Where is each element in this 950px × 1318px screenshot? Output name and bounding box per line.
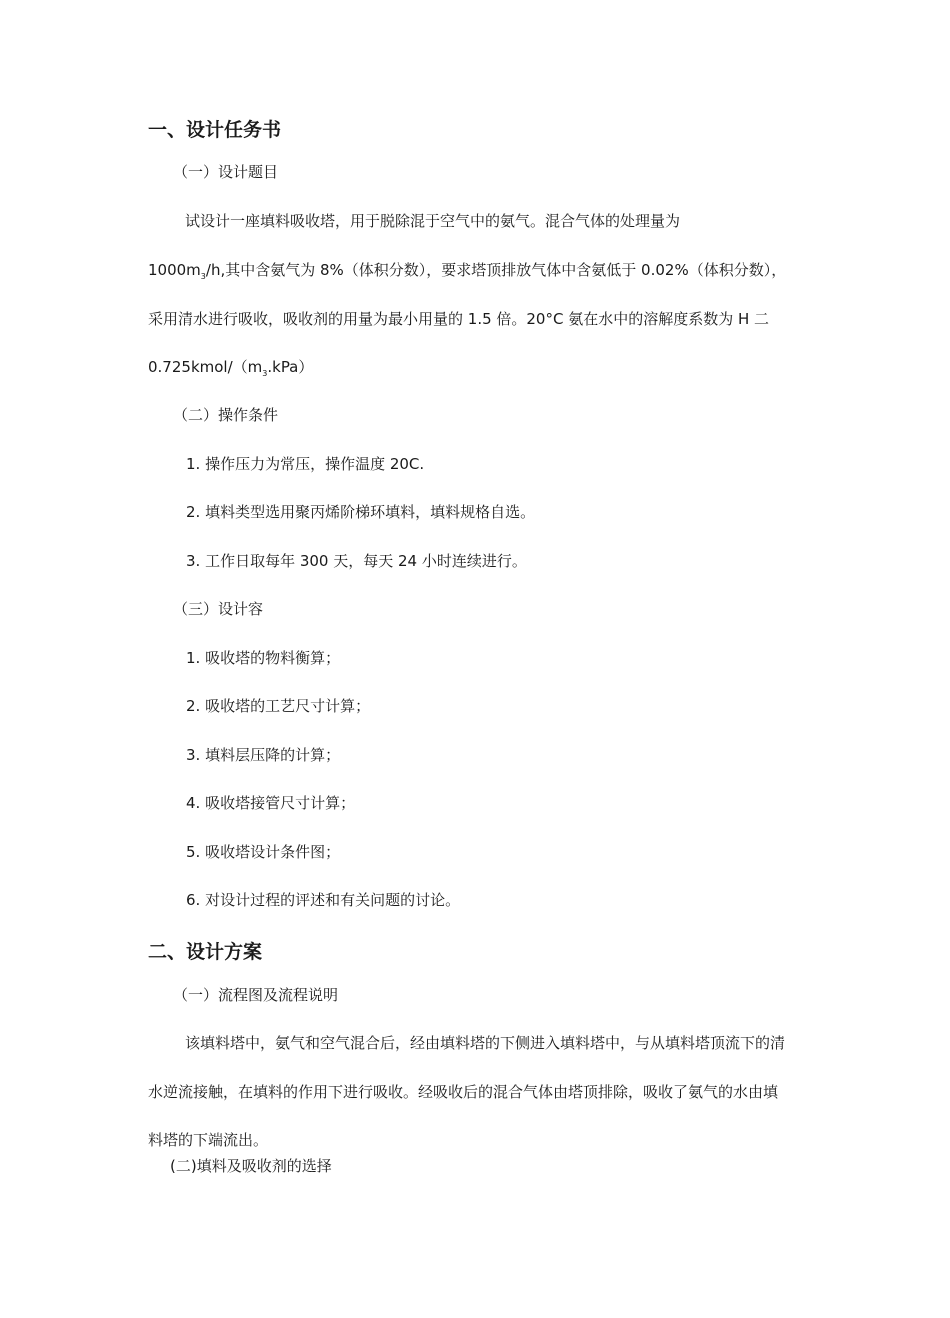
list-item: 1. 吸收塔的物料衡算；	[186, 649, 341, 667]
paragraph-line	[148, 260, 786, 287]
section-1-title: 一、设计任务书	[148, 119, 282, 141]
section-2-title: 二、设计方案	[148, 941, 263, 963]
text-run: /h,其中含氨气为 8%（体积分数），要求塔顶排放气体中含氨低于 0.02%（体积分数），	[205, 261, 787, 279]
text-run: 1000m	[148, 261, 201, 279]
list-item: 2. 吸收塔的工艺尺寸计算；	[186, 697, 371, 715]
subsection-2-2-title: (二)填料及吸收剂的选择	[170, 1157, 332, 1175]
paragraph-line: 料塔的下端流出。	[148, 1131, 269, 1149]
list-item: 1. 操作压力为常压，操作温度 20C.	[186, 455, 425, 473]
text-run: 0.725kmol/（m	[148, 358, 263, 376]
list-item: 6. 对设计过程的评述和有关问题的讨论。	[186, 891, 461, 909]
paragraph-line: 水逆流接触，在填料的作用下进行吸收。经吸收后的混合气体由塔顶排除，吸收了氨气的水由填	[148, 1083, 779, 1101]
list-item: 3. 工作日取每年 300 天，每天 24 小时连续进行。	[186, 552, 527, 570]
subsection-1-2-title: （二）操作条件	[173, 406, 279, 424]
list-item: 5. 吸收塔设计条件图；	[186, 843, 341, 861]
paragraph-line: 采用清水进行吸收，吸收剂的用量为最小用量的 1.5 倍。20°C 氨在水中的溶解度系数为 H 二	[148, 310, 770, 328]
paragraph-line: 试设计一座填料吸收塔，用于脱除混于空气中的氨气。混合气体的处理量为	[185, 212, 681, 230]
subscript: 3	[262, 369, 268, 378]
list-item: 4. 吸收塔接管尺寸计算；	[186, 794, 356, 812]
text-run: .kPa）	[267, 358, 314, 376]
list-item: 3. 填料层压降的计算；	[186, 746, 341, 764]
subsection-1-1-title: （一）设计题目	[173, 163, 279, 181]
subscript: 3	[200, 272, 206, 281]
list-item: 2. 填料类型选用聚丙烯阶梯环填料，填料规格自选。	[186, 503, 536, 521]
subsection-1-3-title: （三）设计容	[173, 600, 264, 618]
paragraph-line: 该填料塔中，氨气和空气混合后，经由填料塔的下侧进入填料塔中，与从填料塔顶流下的清	[185, 1034, 786, 1052]
paragraph-line	[148, 357, 313, 384]
subsection-2-1-title: （一）流程图及流程说明	[173, 986, 339, 1004]
